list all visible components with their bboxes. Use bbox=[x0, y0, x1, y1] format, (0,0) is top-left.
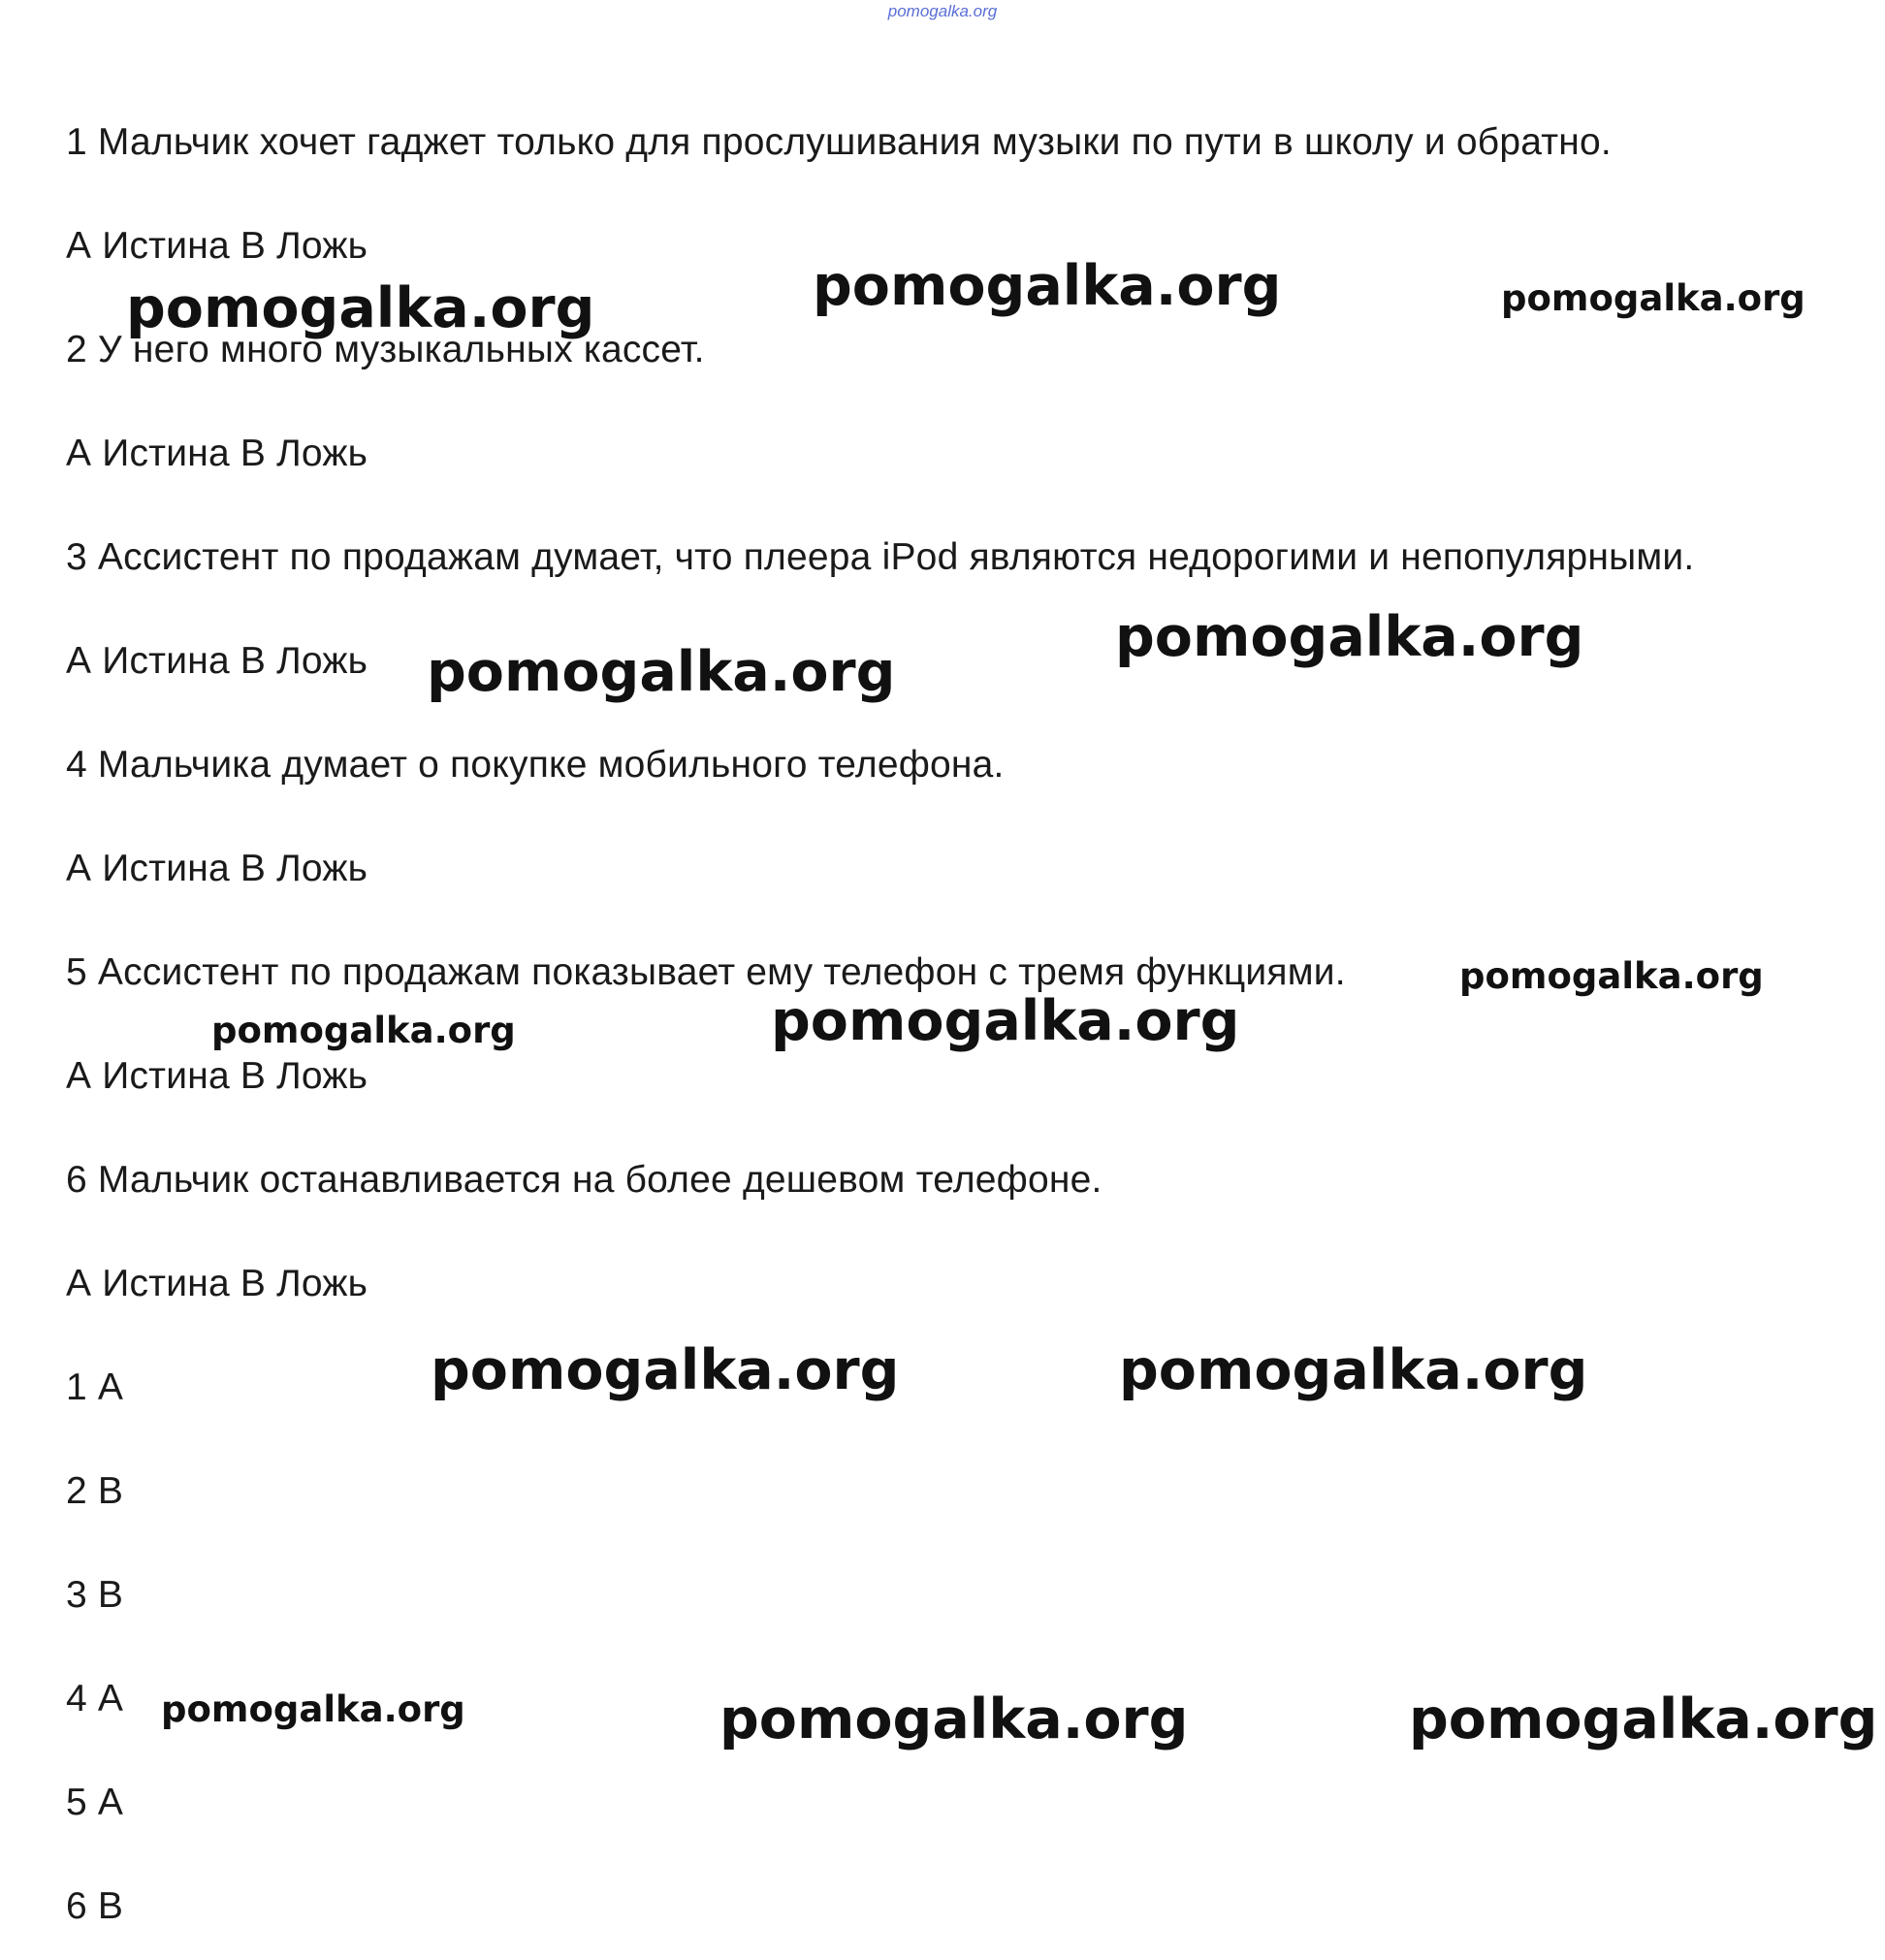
watermark: pomogalka.org bbox=[161, 1688, 465, 1730]
watermark: pomogalka.org bbox=[719, 1687, 1189, 1751]
watermark: pomogalka.org bbox=[1501, 277, 1805, 319]
answer-2: 2 В bbox=[66, 1470, 124, 1512]
watermark: pomogalka.org bbox=[1119, 1338, 1588, 1402]
question-1-options: А Истина В Ложь bbox=[66, 225, 368, 267]
answer-1: 1 А bbox=[66, 1366, 124, 1408]
answer-5: 5 А bbox=[66, 1782, 124, 1823]
question-1-statement: 1 Мальчик хочет гаджет только для прослушивания музыки по пути в школу и обратно. bbox=[66, 121, 1612, 163]
question-6-statement: 6 Мальчик останавливается на более дешевом телефоне. bbox=[66, 1159, 1102, 1201]
watermark: pomogalka.org bbox=[126, 276, 595, 340]
watermark: pomogalka.org bbox=[813, 254, 1282, 318]
watermark: pomogalka.org bbox=[1459, 955, 1764, 997]
watermark: pomogalka.org bbox=[1409, 1687, 1878, 1751]
question-2-options: А Истина В Ложь bbox=[66, 433, 368, 474]
watermark: pomogalka.org bbox=[1115, 605, 1584, 669]
answer-6: 6 В bbox=[66, 1885, 124, 1927]
question-5-statement: 5 Ассистент по продажам показывает ему телефон с тремя функциями. bbox=[66, 951, 1346, 993]
question-2-statement: 2 У него много музыкальных кассет. bbox=[66, 329, 705, 370]
question-3-statement: 3 Ассистент по продажам думает, что плеера iPod являются недорогими и непопулярными. bbox=[66, 536, 1695, 578]
question-6-options: А Истина В Ложь bbox=[66, 1263, 368, 1304]
question-4-options: А Истина В Ложь bbox=[66, 848, 368, 889]
answer-4: 4 А bbox=[66, 1678, 124, 1719]
page-header-url: pomogalka.org bbox=[887, 2, 998, 20]
watermark: pomogalka.org bbox=[427, 640, 896, 704]
answer-3: 3 В bbox=[66, 1574, 124, 1616]
watermark: pomogalka.org bbox=[431, 1338, 900, 1402]
question-4-statement: 4 Мальчика думает о покупке мобильного телефона. bbox=[66, 744, 1005, 786]
watermark: pomogalka.org bbox=[771, 989, 1240, 1053]
question-5-options: А Истина В Ложь bbox=[66, 1055, 368, 1097]
question-3-options: А Истина В Ложь bbox=[66, 640, 368, 682]
watermark: pomogalka.org bbox=[211, 1010, 516, 1051]
